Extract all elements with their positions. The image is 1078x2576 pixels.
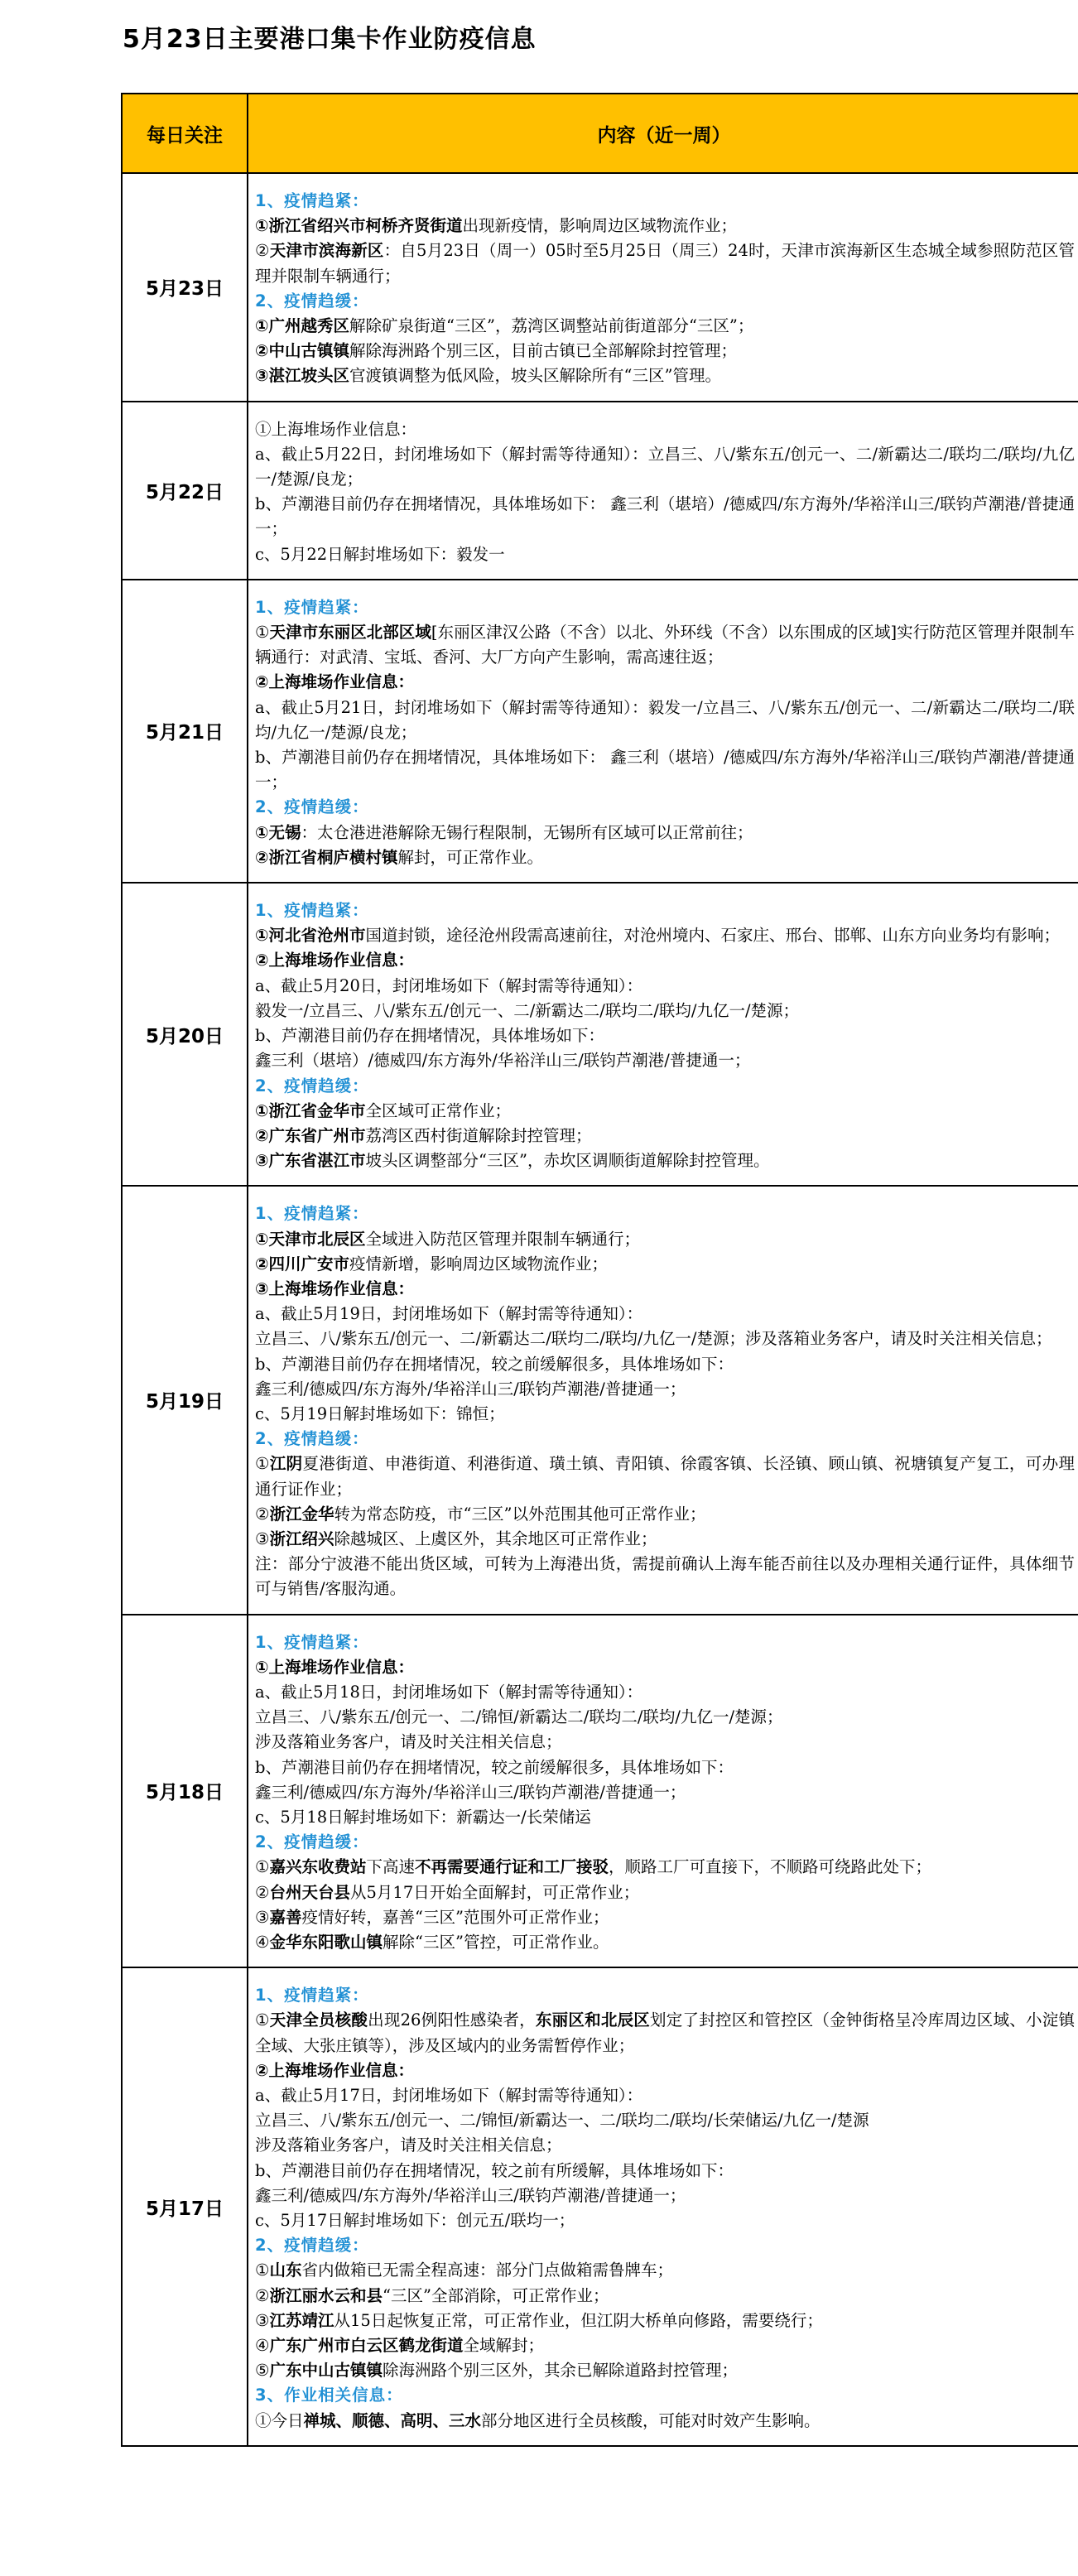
content-line xyxy=(255,1099,1075,1124)
content-line xyxy=(255,821,1075,845)
content-line xyxy=(255,1048,1075,1073)
content-line xyxy=(255,1780,1075,1805)
content-line xyxy=(255,620,1075,670)
text-segment: 疫情好转，嘉善“三区”范围外可正常作业； xyxy=(301,1907,609,1927)
content-line xyxy=(255,999,1075,1023)
text-segment: b、芦潮港目前仍存在拥堵情况，较之前有所缓解，具体堆场如下： xyxy=(255,2160,734,2180)
text-segment: c、5月22日解封堆场如下：毅发一 xyxy=(255,544,505,564)
text-segment: ：太仓港进港解除无锡行程限制，无锡所有区域可以正常前往； xyxy=(301,822,753,842)
content-cell xyxy=(248,580,1078,883)
section-heading xyxy=(255,2233,1075,2258)
text-segment: ①上海堆场作业信息： xyxy=(255,419,417,439)
content-line xyxy=(255,948,1075,973)
content-line xyxy=(255,1552,1075,1601)
content-line xyxy=(255,2284,1075,2309)
text-segment: a、截止5月21日，封闭堆场如下（解封需等待通知）：毅发一/立昌三、八/紫东五/创元一、二/新霸达二/联均二/联均/九亿一/楚源/良龙； xyxy=(255,697,1075,742)
content-cell xyxy=(248,1186,1078,1614)
content-cell xyxy=(248,1967,1078,2446)
highlight-text: 台州天台县 xyxy=(269,1882,350,1902)
highlight-text: 金华东阳歌山镇 xyxy=(269,1933,383,1952)
text-segment: ②上海堆场作业信息： xyxy=(255,672,415,692)
date-cell: 5月18日 xyxy=(122,1615,248,1968)
section-heading xyxy=(255,898,1075,923)
text-segment: 2、疫情趋缓： xyxy=(255,1076,369,1095)
content-line xyxy=(255,339,1075,364)
content-line xyxy=(255,214,1075,238)
content-line xyxy=(255,2133,1075,2158)
text-segment: ② xyxy=(255,2285,270,2305)
section-heading xyxy=(255,1630,1075,1655)
date-cell: 5月23日 xyxy=(122,173,248,402)
text-segment: 涉及落箱业务客户，请及时关注相关信息； xyxy=(255,1732,562,1752)
content-line xyxy=(255,1452,1075,1501)
content-line xyxy=(255,442,1075,492)
highlight-text: 天津全员核酸 xyxy=(269,2010,368,2030)
text-segment: 1、疫情趋紧： xyxy=(255,1204,369,1224)
section-heading xyxy=(255,1830,1075,1855)
highlight-text: ①浙江省金华市 xyxy=(255,1100,366,1120)
content-cell xyxy=(248,173,1078,402)
text-segment: ① xyxy=(255,623,270,643)
highlight-text: 天津市东丽区北部区域 xyxy=(269,623,431,643)
text-segment: 3、作业相关信息： xyxy=(255,2386,403,2405)
highlight-text: 天津市滨海新区 xyxy=(269,241,384,261)
text-segment: 疫情新增，影响周边区域物流作业； xyxy=(349,1254,609,1274)
text-segment: c、5月19日解封堆场如下：锦恒； xyxy=(255,1404,505,1423)
content-line xyxy=(255,1124,1075,1148)
highlight-text: ③广东省湛江市 xyxy=(255,1151,366,1171)
text-segment: 1、疫情趋紧： xyxy=(255,1632,369,1652)
text-segment: ①上海堆场作业信息： xyxy=(255,1657,415,1677)
text-segment: ③ xyxy=(255,1907,270,1927)
content-cell xyxy=(248,1615,1078,1968)
content-line xyxy=(255,1755,1075,1780)
content-cell xyxy=(248,883,1078,1186)
text-segment: 解封，可正常作业。 xyxy=(397,847,544,867)
highlight-text: ②四川广安市 xyxy=(255,1254,350,1274)
text-segment: 全域解封； xyxy=(463,2336,545,2356)
text-segment: 2、疫情趋缓： xyxy=(255,1429,369,1449)
content-line xyxy=(255,1880,1075,1905)
text-segment: ①今日 xyxy=(255,2410,304,2430)
content-line xyxy=(255,1527,1075,1552)
text-segment: 涉及落箱业务客户，请及时关注相关信息； xyxy=(255,2135,562,2155)
text-segment: a、截止5月20日，封闭堆场如下（解封需等待通知）： xyxy=(255,975,643,995)
text-segment: 1、疫情趋紧： xyxy=(255,901,369,921)
text-segment: 2、疫情趋缓： xyxy=(255,797,369,817)
text-segment: a、截止5月19日，封闭堆场如下（解封需等待通知）： xyxy=(255,1304,643,1324)
content-line xyxy=(255,1930,1075,1955)
table-row xyxy=(122,1615,1078,1968)
content-line xyxy=(255,2309,1075,2333)
content-line xyxy=(255,1377,1075,1402)
content-line xyxy=(255,1252,1075,1277)
section-heading xyxy=(255,2383,1075,2408)
text-segment: ②上海堆场作业信息： xyxy=(255,951,415,970)
highlight-text: 东丽区和北辰区 xyxy=(535,2010,651,2030)
page-title: 5月23日主要港口集卡作业防疫信息 xyxy=(123,25,537,54)
date-cell: 5月21日 xyxy=(122,580,248,883)
content-line xyxy=(255,417,1075,442)
content-line xyxy=(255,1302,1075,1327)
text-segment: 省内做箱已无需全程高速：部分门点做箱需鲁牌车； xyxy=(301,2261,674,2280)
content-line xyxy=(255,1655,1075,1680)
content-line xyxy=(255,696,1075,745)
content-line xyxy=(255,974,1075,999)
text-segment: ④ xyxy=(255,1933,270,1952)
text-segment: 除越城区、上虞区外，其余地区可正常作业； xyxy=(334,1529,657,1548)
text-segment: ① xyxy=(255,2261,270,2280)
content-line xyxy=(255,1680,1075,1705)
content-line xyxy=(255,492,1075,542)
highlight-text: 江苏靖江 xyxy=(269,2310,334,2330)
content-line xyxy=(255,1327,1075,1351)
text-segment: 全区域可正常作业； xyxy=(365,1100,512,1120)
section-heading xyxy=(255,1201,1075,1226)
content-line xyxy=(255,923,1075,948)
text-segment: 2、疫情趋缓： xyxy=(255,2236,369,2256)
highlight-text: 山东 xyxy=(269,2261,302,2280)
content-line xyxy=(255,2008,1075,2058)
highlight-text: 禅城、顺德、高明、三水 xyxy=(303,2410,482,2430)
highlight-text: ①无锡 xyxy=(255,822,301,842)
date-cell: 5月19日 xyxy=(122,1186,248,1614)
text-segment: 立昌三、八/紫东五/创元一、二/新霸达二/联均二/联均/九亿一/楚源；涉及落箱业务客户，请及时关注相关信息； xyxy=(255,1329,1052,1349)
highlight-text: 嘉兴东收费站 xyxy=(269,1857,367,1877)
text-segment: 出现26例阳性感染者， xyxy=(368,2010,536,2030)
text-segment: ③ xyxy=(255,2310,270,2330)
text-segment: ④ xyxy=(255,2336,270,2356)
text-segment: 1、疫情趋紧： xyxy=(255,1986,369,2005)
text-segment: 鑫三利/德威四/东方海外/华裕洋山三/联钧芦潮港/普捷通一； xyxy=(255,1379,686,1399)
date-cell: 5月22日 xyxy=(122,402,248,580)
text-segment: 解除“三区”管控，可正常作业。 xyxy=(383,1933,609,1952)
content-line xyxy=(255,2159,1075,2184)
text-segment: 国道封锁，途径沧州段需高速前往，对沧州境内、石家庄、邢台、邯郸、山东方向业务均有影响； xyxy=(365,926,1061,946)
content-line xyxy=(255,2058,1075,2083)
text-segment: 注：部分宁波港不能出货区域，可转为上海港出货，需提前确认上海车能否前往以及办理相关通行证件，具体细节可与销售/客服沟通。 xyxy=(255,1554,1075,1599)
date-cell: 5月20日 xyxy=(122,883,248,1186)
content-line xyxy=(255,314,1075,339)
text-segment: 从15日起恢复正常，可正常作业，但江阴大桥单向修路，需要绕行； xyxy=(334,2310,823,2330)
text-segment: b、芦潮港目前仍存在拥堵情况，具体堆场如下： 鑫三利（堪培）/德威四/东方海外/华裕洋山三/联钧芦潮港/普捷通一； xyxy=(255,748,1075,792)
content-line xyxy=(255,1905,1075,1930)
content-line xyxy=(255,238,1075,288)
text-segment: b、芦潮港目前仍存在拥堵情况，具体堆场如下： 鑫三利（堪培）/德威四/东方海外/华裕洋山三/联钧芦潮港/普捷通一； xyxy=(255,494,1075,539)
content-line xyxy=(255,1705,1075,1730)
text-segment: a、截止5月22日，封闭堆场如下（解封需等待通知）：立昌三、八/紫东五/创元一、二/新霸达二/联均二/联均/九亿一/楚源/良龙； xyxy=(255,444,1075,489)
content-line xyxy=(255,2358,1075,2383)
section-heading xyxy=(255,189,1075,214)
highlight-text: ②中山古镇镇 xyxy=(255,341,350,361)
text-segment: ② xyxy=(255,1882,270,1902)
text-segment: 全域进入防范区管理并限制车辆通行； xyxy=(365,1229,641,1249)
text-segment: ，顺路工厂可直接下，不顺路可绕路此处下； xyxy=(609,1857,932,1877)
text-segment: a、截止5月17日，封闭堆场如下（解封需等待通知）： xyxy=(255,2086,643,2106)
content-cell xyxy=(248,402,1078,580)
highlight-text: 嘉善 xyxy=(269,1907,302,1927)
content-line xyxy=(255,1805,1075,1830)
content-line xyxy=(255,670,1075,695)
highlight-text: ①天津市北辰区 xyxy=(255,1229,366,1249)
text-segment: 2、疫情趋缓： xyxy=(255,1832,369,1852)
highlight-text: 不再需要通行证和工厂接驳 xyxy=(415,1857,609,1877)
text-segment: 2、疫情趋缓： xyxy=(255,291,369,311)
table-row xyxy=(122,1186,1078,1614)
text-segment: c、5月17日解封堆场如下：创元五/联均一； xyxy=(255,2211,575,2231)
table-body xyxy=(122,173,1078,2446)
text-segment: ① xyxy=(255,1454,270,1474)
table-row xyxy=(122,580,1078,883)
text-segment: ② xyxy=(255,1504,270,1524)
header-content: 内容（近一周） xyxy=(248,94,1078,173)
text-segment: b、芦潮港目前仍存在拥堵情况，较之前缓解很多，具体堆场如下： xyxy=(255,1757,734,1777)
text-segment: 毅发一/立昌三、八/紫东五/创元一、二/新霸达二/联均二/联均/九亿一/楚源； xyxy=(255,1000,800,1020)
content-line xyxy=(255,2333,1075,2358)
text-segment: 出现新疫情，影响周边区域物流作业； xyxy=(462,216,738,236)
header-daily-focus: 每日关注 xyxy=(122,94,248,173)
text-segment: 荔湾区西村街道解除封控管理； xyxy=(365,1125,592,1145)
highlight-text: ①河北省沧州市 xyxy=(255,926,366,946)
text-segment: [东丽区津汉公路（不含）以北、外环线（不含）以东围成的区域]实行防范区管理并限制车辆通行：对武清、宝坻、香河、大厂方向产生影响，需高速往返； xyxy=(255,623,1076,667)
content-line xyxy=(255,2083,1075,2108)
text-segment: b、芦潮港目前仍存在拥堵情况，较之前缓解很多，具体堆场如下： xyxy=(255,1354,734,1374)
highlight-text: 浙江丽水云和县 xyxy=(269,2285,383,2305)
text-segment: ② xyxy=(255,241,270,261)
content-line xyxy=(255,542,1075,567)
text-segment: a、截止5月18日，封闭堆场如下（解封需等待通知）： xyxy=(255,1682,643,1702)
section-heading xyxy=(255,1074,1075,1099)
content-line xyxy=(255,2409,1075,2434)
text-segment: 1、疫情趋紧： xyxy=(255,191,369,210)
text-segment: 立昌三、八/紫东五/创元一、二/锦恒/新霸达二/联均二/联均/九亿一/楚源； xyxy=(255,1707,783,1727)
highlight-text: 广东中山古镇镇 xyxy=(269,2361,383,2381)
daily-notice-table xyxy=(121,93,1078,2447)
section-heading xyxy=(255,1983,1075,2008)
text-segment: “三区”全部消除，可正常作业； xyxy=(383,2285,609,2305)
text-segment: 立昌三、八/紫东五/创元一、二/锦恒/新霸达一、二/联均二/联均/长荣储运/九亿一/楚源 xyxy=(255,2111,869,2131)
text-segment: 从5月17日开始全面解封，可正常作业； xyxy=(350,1882,640,1902)
content-line xyxy=(255,1352,1075,1377)
text-segment: 鑫三利（堪培）/德威四/东方海外/华裕洋山三/联钧芦潮港/普捷通一； xyxy=(255,1051,751,1071)
highlight-text: ①浙江省绍兴市柯桥齐贤街道 xyxy=(255,216,463,236)
text-segment: ②上海堆场作业信息： xyxy=(255,2060,415,2080)
text-segment: ⑤ xyxy=(255,2361,270,2381)
text-segment: ① xyxy=(255,1857,270,1877)
table-row xyxy=(122,883,1078,1186)
content-line xyxy=(255,1855,1075,1880)
text-segment: 鑫三利/德威四/东方海外/华裕洋山三/联钧芦潮港/普捷通一； xyxy=(255,2185,686,2205)
highlight-text: 江阴 xyxy=(269,1454,303,1474)
section-heading xyxy=(255,595,1075,620)
table-row xyxy=(122,1967,1078,2446)
text-segment: 部分地区进行全员核酸，可能对时效产生影响。 xyxy=(481,2410,821,2430)
text-segment: c、5月18日解封堆场如下：新霸达一/长荣储运 xyxy=(255,1807,591,1827)
text-segment: 划定了封控区和管控区（金钟街格呈冷库周边区域、小淀镇全域、大张庄镇等），涉及区域内的业务需暂停作业； xyxy=(255,2010,1075,2055)
content-line xyxy=(255,2108,1075,2133)
content-line xyxy=(255,1502,1075,1527)
text-segment: 1、疫情趋紧： xyxy=(255,597,369,617)
highlight-text: ②浙江省桐庐横村镇 xyxy=(255,847,398,867)
text-segment: 鑫三利/德威四/东方海外/华裕洋山三/联钧芦潮港/普捷通一； xyxy=(255,1782,686,1802)
content-line xyxy=(255,2258,1075,2283)
section-heading xyxy=(255,1427,1075,1452)
text-segment: ① xyxy=(255,2010,270,2030)
content-line xyxy=(255,745,1075,795)
content-line xyxy=(255,364,1075,388)
table-row xyxy=(122,173,1078,402)
text-segment: 夏港街道、申港街道、利港街道、璜土镇、青阳镇、徐霞客镇、长泾镇、顾山镇、祝塘镇复产复工，可办理通行证作业； xyxy=(255,1454,1075,1499)
content-line xyxy=(255,1277,1075,1302)
text-segment: ③ xyxy=(255,1529,270,1548)
highlight-text: ①广州越秀区 xyxy=(255,316,350,336)
text-segment: 除海洲路个别三区外，其余已解除道路封控管理； xyxy=(383,2361,739,2381)
section-heading xyxy=(255,289,1075,314)
text-segment: 解除海洲路个别三区，目前古镇已全部解除封控管理； xyxy=(349,341,738,361)
content-line xyxy=(255,1148,1075,1173)
highlight-text: ②广东省广州市 xyxy=(255,1125,366,1145)
highlight-text: 浙江金华 xyxy=(269,1504,334,1524)
content-line xyxy=(255,1023,1075,1048)
text-segment: 解除矿泉街道“三区”，荔湾区调整站前街道部分“三区”； xyxy=(349,316,754,336)
text-segment: ：自5月23日（周一）05时至5月25日（周三）24时，天津市滨海新区生态城全域参照防范区管理并限制车辆通行； xyxy=(255,241,1075,286)
date-cell: 5月17日 xyxy=(122,1967,248,2446)
content-line xyxy=(255,2184,1075,2208)
content-line xyxy=(255,2208,1075,2233)
content-line xyxy=(255,1227,1075,1252)
text-segment: 坡头区调整部分“三区”，赤坎区调顺街道解除封控管理。 xyxy=(365,1151,770,1171)
highlight-text: 浙江绍兴 xyxy=(269,1529,334,1548)
text-segment: 官渡镇调整为低风险，坡头区解除所有“三区”管理。 xyxy=(349,366,721,386)
section-heading xyxy=(255,795,1075,820)
highlight-text: 广东广州市白云区鹤龙街道 xyxy=(269,2336,464,2356)
content-line xyxy=(255,1402,1075,1427)
content-line xyxy=(255,1730,1075,1755)
content-line xyxy=(255,845,1075,870)
text-segment: 转为常态防疫，市“三区”以外范围其他可正常作业； xyxy=(334,1504,706,1524)
table-header-row xyxy=(122,94,1078,173)
table-row xyxy=(122,402,1078,580)
highlight-text: ③湛江坡头区 xyxy=(255,366,350,386)
text-segment: 下高速 xyxy=(366,1857,416,1877)
text-segment: ③上海堆场作业信息： xyxy=(255,1278,415,1298)
text-segment: b、芦潮港目前仍存在拥堵情况，具体堆场如下： xyxy=(255,1026,604,1046)
